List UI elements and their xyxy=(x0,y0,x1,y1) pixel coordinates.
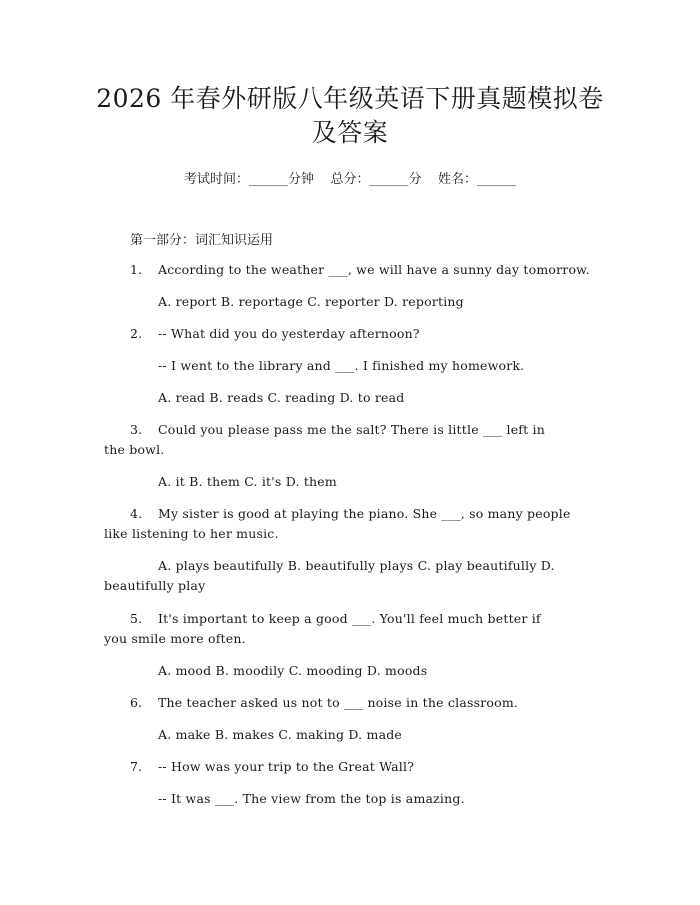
exam-meta: 考试时间：______分钟 总分：______分 姓名：______ xyxy=(183,172,517,187)
question-stem: According to the weather ___, we will have a sunny day tomorrow. xyxy=(158,262,590,277)
question-stem-second: -- It was ___. The view from the top is amazing. xyxy=(158,791,465,806)
document-title-line2: 及答案 xyxy=(311,118,389,147)
question-stem: -- What did you do yesterday afternoon? xyxy=(158,326,420,341)
question-number: 1. xyxy=(130,262,143,277)
question-stem: The teacher asked us not to ___ noise in the classroom. xyxy=(158,695,519,710)
question-stem-continuation: like listening to her music. xyxy=(104,526,279,541)
question-stem: -- How was your trip to the Great Wall? xyxy=(158,759,415,774)
question-number: 2. xyxy=(130,326,143,341)
question-options: A. it B. them C. it's D. them xyxy=(158,474,337,489)
question-options: A. read B. reads C. reading D. to read xyxy=(158,390,405,405)
document-title-line1: 2026 年春外研版八年级英语下册真题模拟卷 xyxy=(96,84,604,113)
question-stem: It's important to keep a good ___. You'll feel much better if xyxy=(158,611,541,626)
question-number: 6. xyxy=(130,695,143,710)
question-stem-continuation: the bowl. xyxy=(104,442,165,457)
question-stem: My sister is good at playing the piano. She ___, so many people xyxy=(158,506,571,521)
question-options: A. report B. reportage C. reporter D. reporting xyxy=(158,294,464,309)
question-stem-second: -- I went to the library and ___. I finished my homework. xyxy=(158,358,525,373)
question-stem-continuation: you smile more often. xyxy=(104,631,246,646)
section-heading: 第一部分：词汇知识运用 xyxy=(130,233,274,248)
question-options: A. mood B. moodily C. mooding D. moods xyxy=(158,663,428,678)
question-number: 5. xyxy=(130,611,143,626)
question-number: 3. xyxy=(130,422,143,437)
question-stem: Could you please pass me the salt? There is little ___ left in xyxy=(158,422,545,437)
question-options-continuation: beautifully play xyxy=(104,578,206,593)
question-options: A. make B. makes C. making D. made xyxy=(158,727,403,742)
question-number: 7. xyxy=(130,759,143,774)
question-options: A. plays beautifully B. beautifully plays C. play beautifully D. xyxy=(158,558,555,573)
question-number: 4. xyxy=(130,506,143,521)
